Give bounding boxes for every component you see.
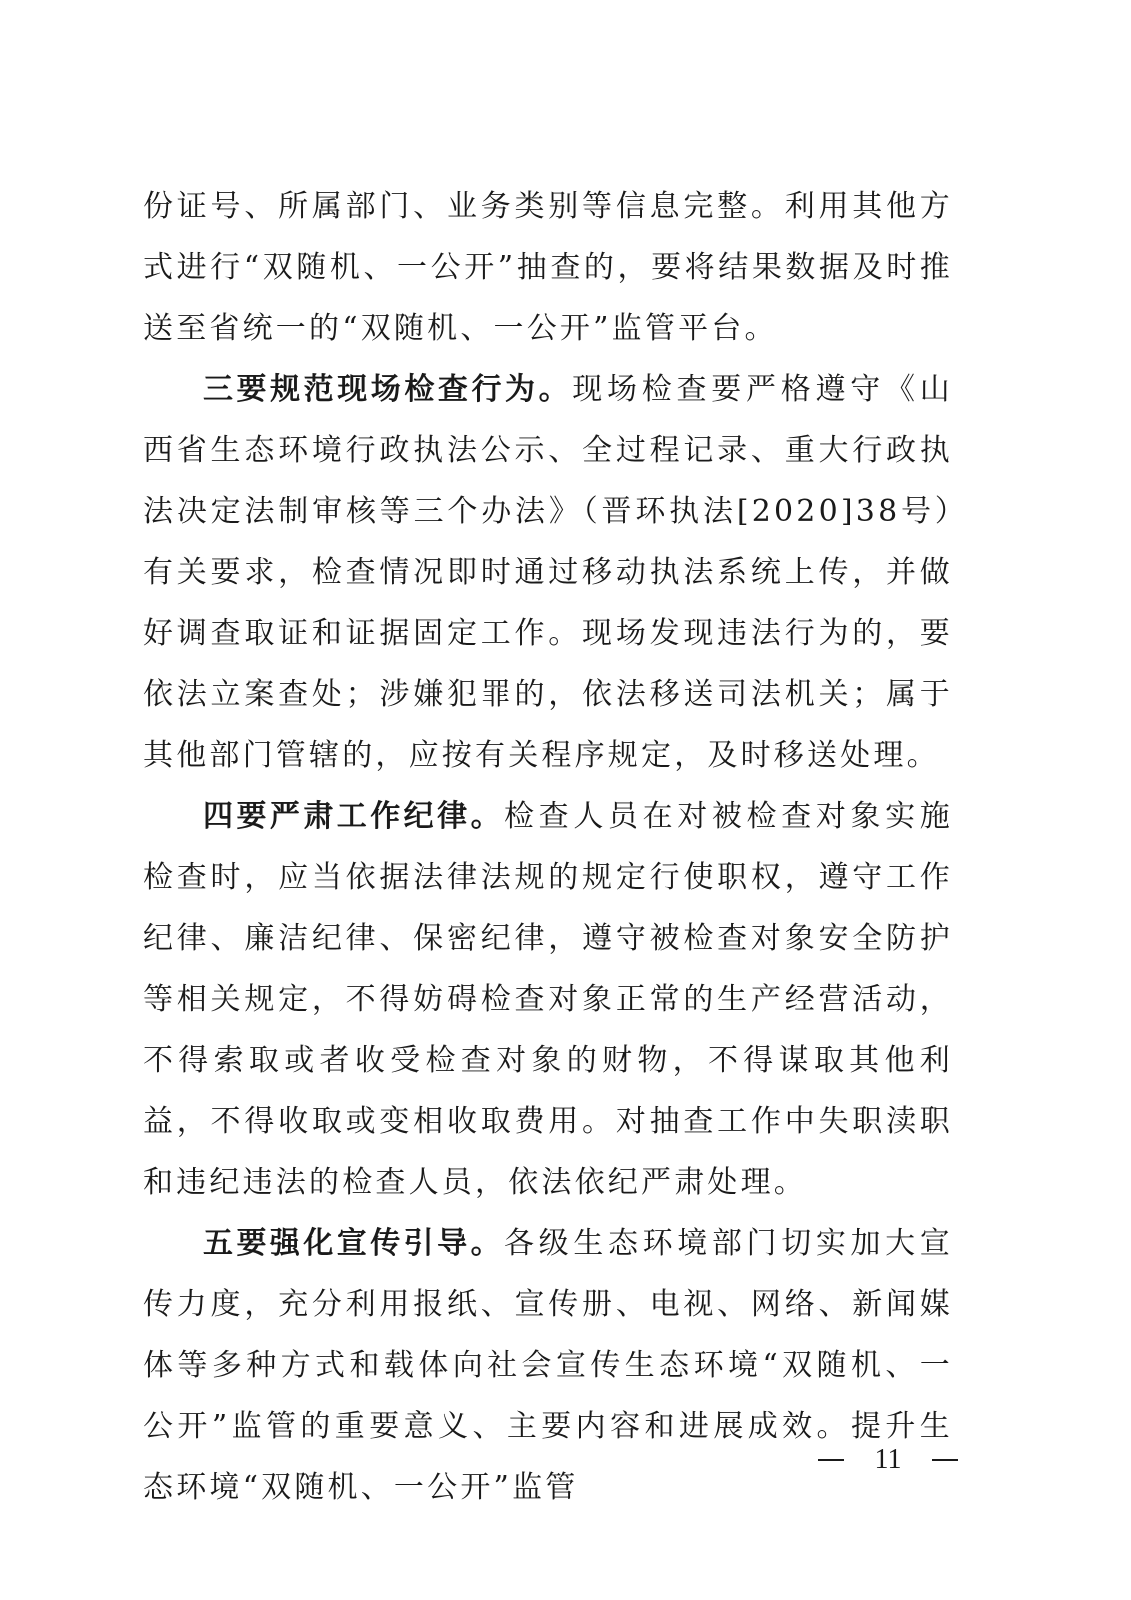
paragraph-inspection-conduct [143, 359, 953, 786]
paragraph-heading: 三要规范现场检查行为。 [203, 372, 573, 407]
page-number-value: 11 [874, 1444, 902, 1475]
paragraph-heading: 五要强化宣传引导。 [203, 1226, 505, 1261]
page-number-dash-left [818, 1459, 844, 1461]
paragraph-heading: 四要严肃工作纪律。 [203, 799, 505, 834]
paragraph-continued [143, 176, 953, 359]
paragraph-text: 检查人员在对被检查对象实施检查时，应当依据法律法规的规定行使职权，遵守工作纪律、廉洁纪律、保密纪律，遵守被检查对象安全防护等相关规定，不得妨碍检查对象正常的生产经营活动，不得索取或者收受检查对象的财物，不得谋取其他利益，不得收取或变相收取费用。对抽查工作中失职渎职和违纪违法的检查人员，依法依纪严肃处理。 [143, 799, 953, 1200]
paragraph-text: 各级生态环境部门切实加大宣传力度，充分利用报纸、宣传册、电视、网络、新闻媒体等多种方式和载体向社会宣传生态环境“双随机、一公开”监管的重要意义、主要内容和进展成效。提升生态环境“双随机、一公开”监管 [143, 1226, 953, 1505]
paragraph-work-discipline [143, 786, 953, 1213]
page-number-dash-right [932, 1459, 958, 1461]
paragraph-text: 现场检查要严格遵守《山西省生态环境行政执法公示、全过程记录、重大行政执法决定法制审核等三个办法》（晋环执法[2020]38号）有关要求，检查情况即时通过移动执法系统上传，并做好调查取证和证据固定工作。现场发现违法行为的，要依法立案查处；涉嫌犯罪的，依法移送司法机关；属于其他部门管辖的，应按有关程序规定，及时移送处理。 [143, 372, 954, 773]
document-body [143, 176, 953, 1518]
paragraph-text: 份证号、所属部门、业务类别等信息完整。利用其他方式进行“双随机、一公开”抽查的，要将结果数据及时推送至省统一的“双随机、一公开”监管平台。 [143, 189, 953, 346]
page-number [818, 1444, 958, 1476]
